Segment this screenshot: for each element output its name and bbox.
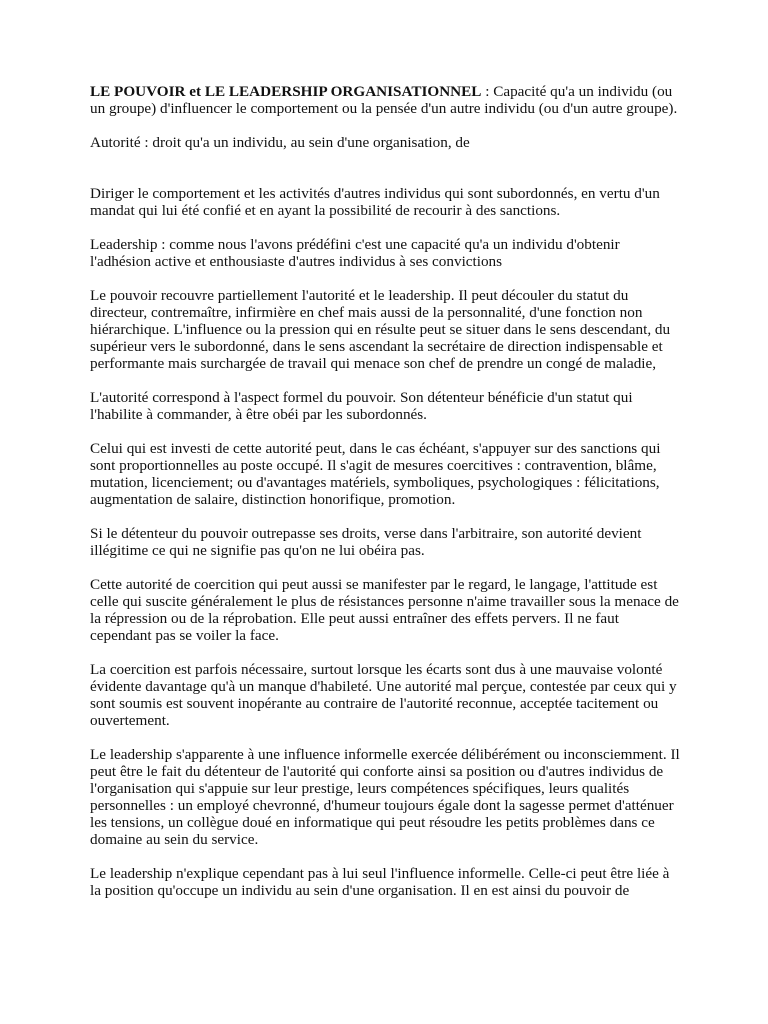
paragraph: Diriger le comportement et les activités d'autres individus qui sont subordonnés, en vertu d'un mandat qui lui été confié et en ayant la possibilité de recourir à des sanctions.: [90, 185, 660, 219]
paragraph: Leadership : comme nous l'avons prédéfini c'est une capacité qu'a un individu d'obtenir l'adhésion active et enthousiaste d'autres individus à ses convictions: [90, 236, 620, 270]
document-title: LE POUVOIR et LE LEADERSHIP ORGANISATIONNEL: [90, 83, 482, 100]
title-definition: : Capacité qu'a un individu (ou un groupe) d'influencer le comportement ou la pensée d'un autre individu (ou d'un autre groupe).: [90, 83, 678, 117]
paragraph: Si le détenteur du pouvoir outrepasse ses droits, verse dans l'arbitraire, son autorité devient illégitime ce qui ne signifie pas qu'on ne lui obéira pas.: [90, 525, 642, 559]
intro-paragraph: [90, 83, 680, 117]
paragraph: Autorité : droit qu'a un individu, au sein d'une organisation, de: [90, 134, 470, 151]
paragraph: L'autorité correspond à l'aspect formel du pouvoir. Son détenteur bénéficie d'un statut qui l'habilite à commander, à être obéi par les subordonnés.: [90, 389, 633, 423]
paragraph: Le leadership n'explique cependant pas à lui seul l'influence informelle. Celle-ci peut être liée à la position qu'occupe un individu au sein d'une organisation. Il en est ainsi du pouvoir de: [90, 865, 670, 899]
document-page: [90, 83, 680, 916]
paragraph: Le pouvoir recouvre partiellement l'autorité et le leadership. Il peut découler du statut du directeur, contremaître, infirmière en chef mais aussi de la personnalité, d'une fonction non hiérarchique. L'influence ou la pression qui en résulte peut se situer dans le sens descendant, du supérieur vers le subordonné, dans le sens ascendant la secrétaire de direction indispensable et performante mais surchargée de travail qui menace son chef de prendre un congé de maladie,: [90, 287, 671, 372]
paragraph: Cette autorité de coercition qui peut aussi se manifester par le regard, le langage, l'attitude est celle qui suscite généralement le plus de résistances personne n'aime travailler sous la menace de la répression ou de la réprobation. Elle peut aussi entraîner des effets pervers. Il ne faut cependant pas se voiler la face.: [90, 576, 679, 644]
paragraph: Celui qui est investi de cette autorité peut, dans le cas échéant, s'appuyer sur des sanctions qui sont proportionnelles au poste occupé. Il s'agit de mesures coercitives : contravention, blâme, mutation, licenciement; ou d'avantages matériels, symboliques, psychologiques : félicitations, augmentation de salaire, distinction honorifique, promotion.: [90, 440, 661, 508]
paragraph: Le leadership s'apparente à une influence informelle exercée délibérément ou inconsciemment. Il peut être le fait du détenteur de l'autorité qui conforte ainsi sa position ou d'autres individus de l'organisation qui s'appuie sur leur prestige, leurs compétences spécifiques, leurs qualités personnelles : un employé chevronné, d'humeur toujours égale dont la sagesse permet d'atténuer les tensions, un collègue doué en informatique qui peut résoudre les petits problèmes dans ce domaine au sein du service.: [90, 746, 680, 848]
paragraph: La coercition est parfois nécessaire, surtout lorsque les écarts sont dus à une mauvaise volonté évidente davantage qu'à un manque d'habileté. Une autorité mal perçue, contestée par ceux qui y sont soumis est souvent inopérante au contraire de l'autorité reconnue, acceptée tacitement ou ouvertement.: [90, 661, 677, 729]
